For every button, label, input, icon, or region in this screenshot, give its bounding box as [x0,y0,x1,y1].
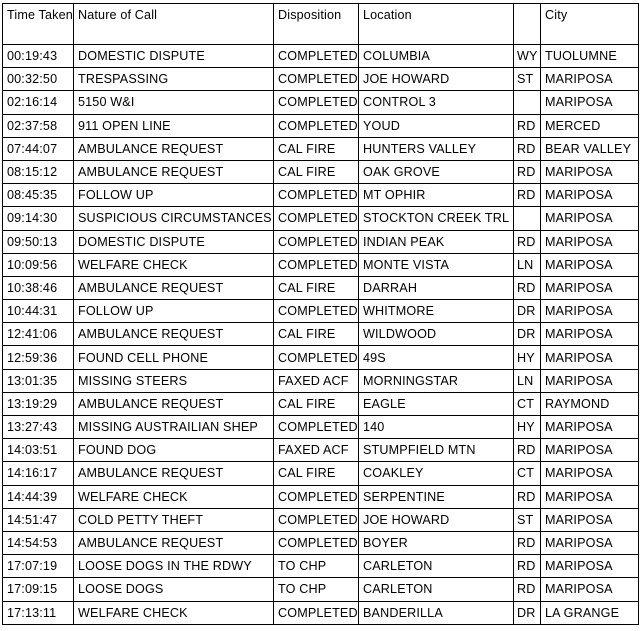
cell-time-taken: 14:44:39 [3,485,74,508]
table-row [3,346,639,369]
cell-location: BOYER [359,531,514,554]
table-row [3,531,639,554]
cell-nature-of-call: AMBULANCE REQUEST [74,160,274,183]
cell-street-suffix: RD [514,276,541,299]
table-body [3,45,639,625]
cell-nature-of-call: FOLLOW UP [74,300,274,323]
cell-disposition: TO CHP [274,578,359,601]
cell-location: MONTE VISTA [359,253,514,276]
cell-location: JOE HOWARD [359,68,514,91]
cell-location: BANDERILLA [359,601,514,624]
table-row [3,462,639,485]
cell-disposition: COMPLETED [274,230,359,253]
cell-time-taken: 13:01:35 [3,369,74,392]
cell-street-suffix: RD [514,137,541,160]
cell-street-suffix: RD [514,531,541,554]
cell-disposition: COMPLETED [274,207,359,230]
table-row [3,485,639,508]
cell-location: WILDWOOD [359,323,514,346]
cell-disposition: COMPLETED [274,346,359,369]
cell-time-taken: 02:37:58 [3,114,74,137]
cell-disposition: COMPLETED [274,300,359,323]
cell-street-suffix: RD [514,555,541,578]
cell-nature-of-call: AMBULANCE REQUEST [74,323,274,346]
cell-disposition: COMPLETED [274,45,359,68]
cell-street-suffix: RD [514,230,541,253]
cell-street-suffix [514,207,541,230]
table-row [3,555,639,578]
cell-time-taken: 12:59:36 [3,346,74,369]
cell-disposition: COMPLETED [274,416,359,439]
cell-time-taken: 13:27:43 [3,416,74,439]
cell-disposition: COMPLETED [274,508,359,531]
table-row [3,439,639,462]
cell-disposition: COMPLETED [274,68,359,91]
call-log-table [2,3,639,625]
cell-nature-of-call: WELFARE CHECK [74,253,274,276]
cell-disposition: COMPLETED [274,184,359,207]
cell-city: MARIPOSA [541,323,639,346]
header-time-taken: Time Taken [3,4,74,45]
cell-location: MORNINGSTAR [359,369,514,392]
cell-nature-of-call: DOMESTIC DISPUTE [74,45,274,68]
cell-city: MARIPOSA [541,485,639,508]
cell-street-suffix: DR [514,323,541,346]
table-row [3,416,639,439]
cell-city: BEAR VALLEY [541,137,639,160]
table-row [3,253,639,276]
table-row [3,300,639,323]
cell-street-suffix [514,91,541,114]
cell-city: MERCED [541,114,639,137]
cell-street-suffix: RD [514,184,541,207]
table-header-row [3,4,639,45]
cell-city: MARIPOSA [541,91,639,114]
cell-time-taken: 10:09:56 [3,253,74,276]
cell-disposition: CAL FIRE [274,462,359,485]
cell-city: MARIPOSA [541,160,639,183]
table-row [3,68,639,91]
cell-disposition: CAL FIRE [274,392,359,415]
table-row [3,137,639,160]
cell-location: YOUD [359,114,514,137]
cell-time-taken: 09:50:13 [3,230,74,253]
cell-nature-of-call: LOOSE DOGS [74,578,274,601]
cell-location: HUNTERS VALLEY [359,137,514,160]
table-row [3,114,639,137]
cell-disposition: COMPLETED [274,531,359,554]
cell-time-taken: 14:03:51 [3,439,74,462]
cell-nature-of-call: WELFARE CHECK [74,485,274,508]
cell-street-suffix: RD [514,485,541,508]
cell-location: STOCKTON CREEK TRL [359,207,514,230]
cell-time-taken: 00:19:43 [3,45,74,68]
table-row [3,578,639,601]
table-row [3,91,639,114]
cell-nature-of-call: MISSING STEERS [74,369,274,392]
cell-nature-of-call: 911 OPEN LINE [74,114,274,137]
cell-city: TUOLUMNE [541,45,639,68]
cell-time-taken: 14:51:47 [3,508,74,531]
cell-location: 140 [359,416,514,439]
header-suffix [514,4,541,45]
cell-location: CONTROL 3 [359,91,514,114]
cell-nature-of-call: FOUND CELL PHONE [74,346,274,369]
cell-street-suffix: HY [514,416,541,439]
cell-street-suffix: HY [514,346,541,369]
cell-nature-of-call: SUSPICIOUS CIRCUMSTANCES [74,207,274,230]
table-row [3,160,639,183]
table-row [3,601,639,624]
cell-street-suffix: RD [514,160,541,183]
header-nature-of-call: Nature of Call [74,4,274,45]
cell-time-taken: 17:09:15 [3,578,74,601]
cell-street-suffix: ST [514,508,541,531]
cell-location: INDIAN PEAK [359,230,514,253]
cell-city: MARIPOSA [541,184,639,207]
cell-location: WHITMORE [359,300,514,323]
cell-city: MARIPOSA [541,253,639,276]
cell-city: MARIPOSA [541,439,639,462]
cell-location: COAKLEY [359,462,514,485]
cell-disposition: COMPLETED [274,91,359,114]
cell-nature-of-call: AMBULANCE REQUEST [74,276,274,299]
cell-city: MARIPOSA [541,276,639,299]
cell-street-suffix: RD [514,578,541,601]
cell-time-taken: 13:19:29 [3,392,74,415]
table-row [3,276,639,299]
cell-location: SERPENTINE [359,485,514,508]
table-row [3,392,639,415]
cell-city: LA GRANGE [541,601,639,624]
cell-disposition: FAXED ACF [274,369,359,392]
cell-time-taken: 17:13:11 [3,601,74,624]
cell-time-taken: 09:14:30 [3,207,74,230]
cell-location: COLUMBIA [359,45,514,68]
cell-time-taken: 08:45:35 [3,184,74,207]
cell-street-suffix: RD [514,114,541,137]
cell-city: MARIPOSA [541,68,639,91]
cell-disposition: COMPLETED [274,485,359,508]
cell-street-suffix: ST [514,68,541,91]
table-row [3,323,639,346]
cell-nature-of-call: MISSING AUSTRAILIAN SHEP [74,416,274,439]
cell-disposition: CAL FIRE [274,160,359,183]
cell-location: STUMPFIELD MTN [359,439,514,462]
cell-city: MARIPOSA [541,416,639,439]
table-row [3,230,639,253]
cell-location: JOE HOWARD [359,508,514,531]
table-row [3,45,639,68]
cell-city: MARIPOSA [541,369,639,392]
cell-city: MARIPOSA [541,462,639,485]
cell-location: MT OPHIR [359,184,514,207]
cell-city: MARIPOSA [541,578,639,601]
cell-time-taken: 14:16:17 [3,462,74,485]
cell-time-taken: 10:38:46 [3,276,74,299]
cell-city: RAYMOND [541,392,639,415]
cell-disposition: CAL FIRE [274,323,359,346]
cell-city: MARIPOSA [541,508,639,531]
cell-time-taken: 08:15:12 [3,160,74,183]
header-city: City [541,4,639,45]
cell-time-taken: 17:07:19 [3,555,74,578]
cell-location: 49S [359,346,514,369]
cell-time-taken: 10:44:31 [3,300,74,323]
cell-disposition: COMPLETED [274,114,359,137]
cell-street-suffix: WY [514,45,541,68]
table-row [3,508,639,531]
cell-disposition: COMPLETED [274,253,359,276]
cell-time-taken: 02:16:14 [3,91,74,114]
cell-time-taken: 00:32:50 [3,68,74,91]
cell-location: CARLETON [359,578,514,601]
cell-street-suffix: LN [514,253,541,276]
cell-location: EAGLE [359,392,514,415]
cell-city: MARIPOSA [541,531,639,554]
cell-street-suffix: LN [514,369,541,392]
cell-location: CARLETON [359,555,514,578]
cell-street-suffix: DR [514,300,541,323]
cell-disposition: CAL FIRE [274,276,359,299]
cell-street-suffix: RD [514,439,541,462]
cell-nature-of-call: COLD PETTY THEFT [74,508,274,531]
cell-location: DARRAH [359,276,514,299]
cell-location: OAK GROVE [359,160,514,183]
cell-street-suffix: CT [514,392,541,415]
cell-nature-of-call: DOMESTIC DISPUTE [74,230,274,253]
cell-city: MARIPOSA [541,555,639,578]
table-row [3,184,639,207]
cell-nature-of-call: FOLLOW UP [74,184,274,207]
cell-nature-of-call: AMBULANCE REQUEST [74,392,274,415]
cell-disposition: FAXED ACF [274,439,359,462]
cell-nature-of-call: 5150 W&I [74,91,274,114]
cell-nature-of-call: AMBULANCE REQUEST [74,531,274,554]
cell-street-suffix: DR [514,601,541,624]
cell-nature-of-call: TRESPASSING [74,68,274,91]
cell-nature-of-call: FOUND DOG [74,439,274,462]
cell-nature-of-call: AMBULANCE REQUEST [74,462,274,485]
table-row [3,369,639,392]
cell-nature-of-call: WELFARE CHECK [74,601,274,624]
cell-nature-of-call: AMBULANCE REQUEST [74,137,274,160]
cell-nature-of-call: LOOSE DOGS IN THE RDWY [74,555,274,578]
cell-disposition: COMPLETED [274,601,359,624]
header-location: Location [359,4,514,45]
cell-time-taken: 14:54:53 [3,531,74,554]
cell-city: MARIPOSA [541,346,639,369]
cell-street-suffix: CT [514,462,541,485]
cell-city: MARIPOSA [541,207,639,230]
cell-time-taken: 07:44:07 [3,137,74,160]
cell-city: MARIPOSA [541,230,639,253]
cell-time-taken: 12:41:06 [3,323,74,346]
cell-city: MARIPOSA [541,300,639,323]
cell-disposition: CAL FIRE [274,137,359,160]
header-disposition: Disposition [274,4,359,45]
table-row [3,207,639,230]
cell-disposition: TO CHP [274,555,359,578]
